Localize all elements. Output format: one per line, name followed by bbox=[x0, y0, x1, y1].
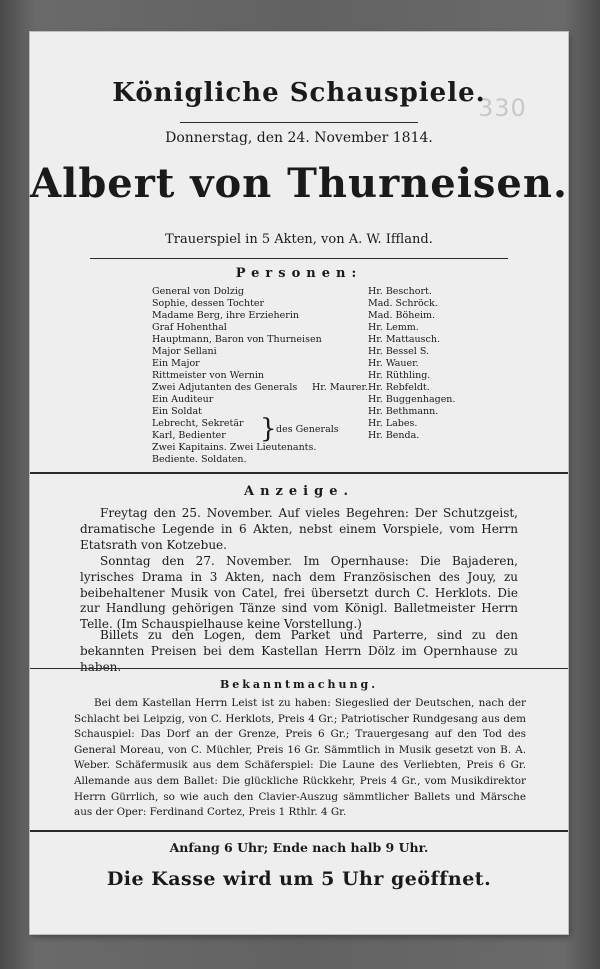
anzeige-heading: Anzeige. bbox=[243, 484, 355, 499]
personen-heading: Personen: bbox=[235, 266, 363, 281]
divider bbox=[180, 122, 418, 123]
cast-role: Sophie, dessen Tochter bbox=[152, 298, 265, 309]
cast-role: Major Sellani bbox=[152, 346, 217, 357]
performance-times: Anfang 6 Uhr; Ende nach halb 9 Uhr. bbox=[169, 840, 429, 855]
section-divider bbox=[30, 668, 568, 669]
cast-role: Lebrecht, Sekretär bbox=[152, 418, 244, 429]
anzeige-paragraph: Sonntag den 27. November. Im Opernhause: Die Bajaderen, lyrisches Drama in 3 Akten, nach dem Französischen des Jouy, zu beibehaltener Musik von Catel, frei übersetzt durch C. Herklots. Die zur Handlung gehörigen Tänze sind vom Königl. Balletmeister Herrn Telle. (Im Schauspielhause keine Vorstellung.) bbox=[80, 554, 518, 632]
cast-role: Ein Major bbox=[152, 358, 200, 369]
cast-role: Ein Soldat bbox=[152, 406, 202, 417]
archive-stamp-number: 330 bbox=[478, 94, 527, 122]
cast-actor: Hr. Lemm. bbox=[368, 322, 419, 333]
box-office-note: Die Kasse wird um 5 Uhr geöffnet. bbox=[106, 868, 492, 890]
bekanntmachung-text: Bei dem Kastellan Herrn Leist ist zu haben: Siegeslied der Deutschen, nach der Schlacht bei Leipzig, von C. Herklots, Preis 4 Gr.; Patriotischer Rundgesang aus dem Schauspiel: Das Dorf an der Grenze, Preis 6 Gr.; Trauergesang auf den Tod des General Moreau, von C. Müchler, Preis 16 Gr. Sämmtlich in Musik gesetzt von B. A. Weber. Schäfermusik aus dem Schäferspiel: Die Laune des Verliebten, Preis 6 Gr. Allemande aus dem Ballet: Die glückliche Rückkehr, Preis 4 Gr., vom Musikdirektor Herrn Gürrlich, so wie auch den Clavier-Auszug sämmtlicher Ballets und Märsche aus der Oper: Ferdinand Cortez, Preis 1 Rthlr. 4 Gr. bbox=[74, 697, 526, 819]
cast-extras: Zwei Kapitains. Zwei Lieutenants. bbox=[152, 442, 317, 453]
cast-role: General von Dolzig bbox=[152, 286, 244, 297]
brace-glyph: } bbox=[260, 414, 277, 444]
cast-actor: Hr. Rüthling. bbox=[368, 370, 431, 381]
cast-role: Madame Berg, ihre Erzieherin bbox=[152, 310, 299, 321]
cast-role: Ein Auditeur bbox=[152, 394, 214, 405]
cast-actor: Hr. Benda. bbox=[368, 430, 420, 441]
play-title: Albert von Thurneisen. bbox=[30, 160, 568, 207]
cast-actor: Mad. Schröck. bbox=[368, 298, 438, 309]
playbill-sheet bbox=[30, 32, 568, 934]
cast-actor: Hr. Bessel S. bbox=[368, 346, 430, 357]
cast-role: Graf Hohenthal bbox=[152, 322, 227, 333]
performance-date: Donnerstag, den 24. November 1814. bbox=[165, 130, 433, 146]
anzeige-paragraph: Billets zu den Logen, dem Parket und Parterre, sind zu den bekannten Preisen bei dem Kastellan Herrn Dölz im Opernhause zu haben. bbox=[80, 628, 518, 674]
cast-role: Hauptmann, Baron von Thurneisen bbox=[152, 334, 322, 345]
cast-actor: Hr. Rebfeldt. bbox=[368, 382, 430, 393]
section-divider bbox=[30, 472, 568, 474]
anzeige-paragraph: Freytag den 25. November. Auf vieles Begehren: Der Schutzgeist, dramatische Legende in 6 Akten, nebst einem Vorspiele, vom Herrn Etatsrath von Kotzebue. bbox=[80, 506, 518, 552]
cast-actor: Hr. Mattausch. bbox=[368, 334, 440, 345]
cast-actor: Hr. Labes. bbox=[368, 418, 418, 429]
divider bbox=[90, 258, 508, 259]
cast-role: Karl, Bedienter bbox=[152, 430, 226, 441]
play-subtitle: Trauerspiel in 5 Akten, von A. W. Iffland. bbox=[165, 232, 433, 247]
cast-actor: Mad. Böheim. bbox=[368, 310, 436, 321]
cast-actor-secondary: Hr. Maurer. bbox=[312, 382, 369, 393]
theatre-name: Königliche Schauspiele. bbox=[112, 78, 486, 108]
cast-brace-label: des Generals bbox=[276, 424, 339, 435]
cast-role: Rittmeister von Wernin bbox=[152, 370, 265, 381]
section-divider bbox=[30, 830, 568, 832]
cast-actor: Hr. Buggenhagen. bbox=[368, 394, 456, 405]
cast-actor: Hr. Wauer. bbox=[368, 358, 419, 369]
cast-role: Zwei Adjutanten des Generals bbox=[152, 382, 298, 393]
cast-actor: Hr. Beschort. bbox=[368, 286, 432, 297]
bekanntmachung-heading: Bekanntmachung. bbox=[219, 678, 379, 691]
cast-extras: Bediente. Soldaten. bbox=[152, 454, 247, 465]
cast-actor: Hr. Bethmann. bbox=[368, 406, 439, 417]
